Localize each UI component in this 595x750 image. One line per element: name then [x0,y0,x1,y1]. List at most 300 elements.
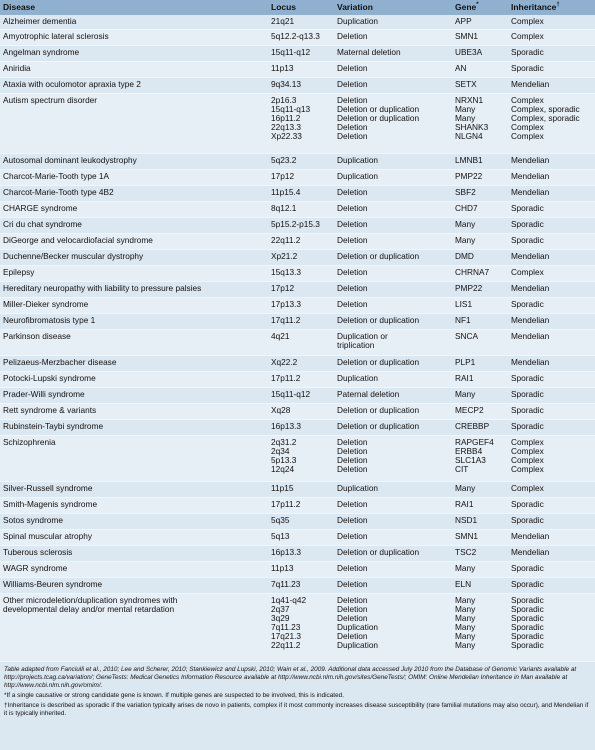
locus-line: 2q31.2 [271,436,297,447]
cell-locus [268,185,334,201]
disease-line: Aniridia [3,62,31,73]
locus-line: 9q34.13 [271,78,301,89]
disease-line: Rett syndrome & variants [3,404,97,415]
disease-line: Epilepsy [3,266,35,277]
variation-line: Deletion [337,62,368,73]
variation-line: Maternal deletion [337,46,401,57]
gene-line: Many [455,562,476,573]
locus-line: 7q11.23 [271,622,301,633]
table-row [0,593,595,661]
locus-line: Xq28 [271,404,291,415]
inheritance-line: Mendelian [511,314,550,325]
variation-line: Deletion [337,578,368,589]
variation-line: Deletion [337,234,368,245]
locus-line: 21q21 [271,16,295,26]
cell-disease [0,529,268,545]
variation-line: Deletion or duplication [337,250,420,261]
cell-inheritance [508,93,595,153]
cell-gene [452,45,508,61]
cell-inheritance [508,169,595,185]
variation-line: Deletion or duplication [337,112,420,123]
gene-line: NRXN1 [455,94,484,105]
variation-line: Duplication [337,170,379,181]
table-row [0,185,595,201]
inheritance-line: Sporadic [511,234,544,245]
inheritance-line: Sporadic [511,420,544,431]
table-row [0,29,595,45]
cell-inheritance [508,153,595,169]
locus-line: 17p11.2 [271,372,301,383]
cell-locus [268,153,334,169]
cell-gene [452,313,508,329]
locus-line: Xp22.33 [271,131,302,142]
cell-locus [268,77,334,93]
cell-inheritance [508,513,595,529]
cell-disease [0,265,268,281]
footnote-gene: *If a single causative or strong candidate gene is known. If multiple genes are suspected to be involved, this is indicated. [4,691,344,699]
cell-variation [334,403,452,419]
table-row [0,201,595,217]
disease-line: Sotos syndrome [3,514,63,525]
cell-gene [452,545,508,561]
variation-line: Duplication [337,372,379,383]
disease-line: Rubinstein-Taybi syndrome [3,420,104,431]
cell-disease [0,577,268,593]
cell-variation [334,593,452,661]
locus-line: 17p12 [271,282,295,293]
inheritance-line: Mendelian [511,154,550,165]
inheritance-line: Sporadic [511,202,544,213]
cell-locus [268,387,334,403]
cell-gene [452,281,508,297]
variation-line: Deletion [337,218,368,229]
cell-inheritance [508,561,595,577]
cell-inheritance [508,545,595,561]
locus-line: 2p16.3 [271,94,297,105]
cell-gene [452,329,508,355]
inheritance-line: Sporadic [511,594,544,605]
variation-line: Deletion or duplication [337,546,420,557]
table-row [0,281,595,297]
cell-variation [334,169,452,185]
cell-variation [334,387,452,403]
table-row [0,387,595,403]
cell-gene [452,403,508,419]
table-row [0,15,595,29]
inheritance-line: Sporadic [511,218,544,229]
inheritance-line: Complex [511,16,544,26]
cell-locus [268,481,334,497]
gene-line: PLP1 [455,356,476,367]
inheritance-line: Complex [511,266,544,277]
header-gene [452,0,508,15]
cell-inheritance [508,329,595,355]
cell-inheritance [508,249,595,265]
gene-line: SMN1 [455,30,479,41]
header-gene-mark: * [476,2,479,9]
inheritance-line: Sporadic [511,640,544,651]
locus-line: 15q11-q13 [271,103,311,114]
cell-locus [268,93,334,153]
variation-line: Deletion or duplication [337,356,420,367]
inheritance-line: Mendelian [511,282,550,293]
locus-line: 15q11-q12 [271,46,311,57]
cell-disease [0,169,268,185]
inheritance-line: Complex [511,464,544,475]
cell-disease [0,561,268,577]
cell-locus [268,593,334,661]
locus-line: 3q29 [271,612,290,623]
cell-inheritance [508,61,595,77]
inheritance-line: Mendelian [511,170,550,181]
variation-line: Deletion [337,631,368,642]
variation-line: Duplication [337,622,379,633]
cell-gene [452,233,508,249]
inheritance-line: Mendelian [511,330,550,341]
gene-line: DMD [455,250,474,261]
disease-line: Neurofibromatosis type 1 [3,314,96,325]
variation-line: Deletion [337,594,368,605]
cell-locus [268,45,334,61]
cell-locus [268,435,334,481]
table-footnotes [0,662,595,719]
variation-line: Deletion [337,464,368,475]
locus-line: Xp21.2 [271,250,298,261]
cell-variation [334,371,452,387]
cell-inheritance [508,45,595,61]
cell-inheritance [508,29,595,45]
variation-line: Deletion [337,436,368,447]
inheritance-line: Sporadic [511,578,544,589]
variation-line: Duplication [337,640,379,651]
cell-gene [452,387,508,403]
disease-line: Spinal muscular atrophy [3,530,93,541]
gene-line: SETX [455,78,477,89]
cell-disease [0,371,268,387]
cell-inheritance [508,201,595,217]
cell-inheritance [508,281,595,297]
gene-line: NSD1 [455,514,478,525]
inheritance-line: Mendelian [511,78,550,89]
inheritance-line: Sporadic [511,562,544,573]
cell-variation [334,233,452,249]
cell-variation [334,201,452,217]
cell-variation [334,497,452,513]
disease-line: Pelizaeus-Merzbacher disease [3,356,117,367]
table-row [0,435,595,481]
cell-inheritance [508,481,595,497]
cell-disease [0,77,268,93]
cell-inheritance [508,297,595,313]
footnote-source [4,666,591,690]
cell-gene [452,29,508,45]
gene-line: SHANK3 [455,122,489,133]
gene-line: RAPGEF4 [455,436,494,447]
cell-inheritance [508,217,595,233]
locus-line: 5q12.2-q13.3 [271,30,320,41]
cell-locus [268,371,334,387]
disease-line: Ataxia with oculomotor apraxia type 2 [3,78,141,89]
cell-gene [452,355,508,371]
variation-line: Deletion [337,282,368,293]
cell-gene [452,371,508,387]
disease-line: Charcot-Marie-Tooth type 1A [3,170,110,181]
gene-line: Many [455,594,476,605]
cell-variation [334,545,452,561]
locus-line: 11p15.4 [271,186,301,197]
variation-line: Deletion or duplication [337,420,420,431]
cell-locus [268,419,334,435]
table-row [0,497,595,513]
locus-line: 5q13 [271,530,290,541]
table-row [0,419,595,435]
locus-line: 1q41-q42 [271,594,307,605]
cell-gene [452,153,508,169]
cell-locus [268,577,334,593]
cell-disease [0,15,268,29]
cell-disease [0,419,268,435]
gene-line: Many [455,622,476,633]
cell-locus [268,281,334,297]
cell-inheritance [508,403,595,419]
cell-inheritance [508,313,595,329]
disease-line: Parkinson disease [3,330,71,341]
cell-variation [334,249,452,265]
gene-line: Many [455,603,476,614]
cell-locus [268,61,334,77]
disease-line: Potocki-Lupski syndrome [3,372,96,383]
table-row [0,233,595,249]
cell-locus [268,297,334,313]
cell-inheritance [508,577,595,593]
table-row [0,45,595,61]
inheritance-line: Sporadic [511,404,544,415]
locus-line: 15q11-q12 [271,388,311,399]
cell-disease [0,593,268,661]
locus-line: 5q23.2 [271,154,297,165]
cell-gene [452,497,508,513]
cell-variation [334,281,452,297]
cell-locus [268,355,334,371]
locus-line: 7q11.23 [271,578,301,589]
cell-gene [452,513,508,529]
table-row [0,265,595,281]
gene-line: Many [455,234,476,245]
locus-line: 5q35 [271,514,290,525]
disease-line: Other microdeletion/duplication syndromes with [3,594,178,605]
cell-variation [334,329,452,355]
variation-line: Deletion [337,78,368,89]
cell-variation [334,419,452,435]
cell-disease [0,153,268,169]
gene-line: UBE3A [455,46,483,57]
locus-line: 2q37 [271,603,290,614]
table-row [0,153,595,169]
header-inheritance-label: Inheritance [511,2,557,12]
cell-inheritance [508,497,595,513]
footnote-source-text: Table adapted from Fanciulli et al., 2010; Lee and Scherer, 2010; Stankiewicz and Lupski, 2010; Wain et al., 2009. Additional data accessed July 2010 from the Database of Genomic Variants available at http://projects.tcag.ca/variation/; GeneTests: Medical Genetics Information Resource available at http://www.ncbi.nlm.nih.gov/sites/GeneTests/; OMIM: Online Mendelian Inheritance in Man available at http://www.ncbi.nlm.nih.gov/omim/. [4,665,577,689]
cell-gene [452,577,508,593]
table-row [0,297,595,313]
variation-line: Deletion [337,454,368,465]
variation-line: Deletion [337,603,368,614]
cell-variation [334,15,452,29]
locus-line: 15q13.3 [271,266,301,277]
locus-line: 11p15 [271,482,294,493]
cell-variation [334,93,452,153]
variation-line: Duplication or [337,330,388,341]
table-row [0,249,595,265]
cell-disease [0,313,268,329]
cell-disease [0,185,268,201]
cell-disease [0,61,268,77]
gene-line: LMNB1 [455,154,483,165]
cell-inheritance [508,435,595,481]
inheritance-line: Complex [511,445,544,456]
cell-gene [452,593,508,661]
disease-line: Angelman syndrome [3,46,80,57]
disease-line: Autosomal dominant leukodystrophy [3,154,137,165]
disease-line: Alzheimer dementia [3,16,77,26]
variation-line: Paternal deletion [337,388,400,399]
variation-line: Deletion [337,131,368,142]
gene-line: SMN1 [455,530,479,541]
gene-line: Many [455,640,476,651]
cell-inheritance [508,529,595,545]
inheritance-line: Mendelian [511,546,550,557]
cell-gene [452,419,508,435]
gene-line: APP [455,16,472,26]
variation-line: Deletion [337,445,368,456]
cell-locus [268,249,334,265]
cell-disease [0,497,268,513]
locus-line: 17p11.2 [271,498,301,509]
variation-line: Deletion [337,298,368,309]
gene-line: PMP22 [455,282,483,293]
locus-line: 16p13.3 [271,546,301,557]
cell-variation [334,77,452,93]
variation-line: Deletion [337,122,368,133]
cell-disease [0,249,268,265]
disease-line: CHARGE syndrome [3,202,78,213]
cell-variation [334,529,452,545]
variation-line: Duplication [337,154,379,165]
cell-disease [0,281,268,297]
gene-line: ERBB4 [455,445,483,456]
cell-inheritance [508,77,595,93]
disease-line: WAGR syndrome [3,562,68,573]
locus-line: 16p11.2 [271,112,301,123]
table-row [0,513,595,529]
cell-gene [452,265,508,281]
table-row [0,61,595,77]
table-row [0,329,595,355]
inheritance-line: Sporadic [511,298,544,309]
variation-line: Deletion [337,562,368,573]
gene-line: RAI1 [455,498,474,509]
table-row [0,529,595,545]
cell-variation [334,577,452,593]
cell-variation [334,29,452,45]
table-row [0,403,595,419]
inheritance-line: Sporadic [511,603,544,614]
locus-line: 2q34 [271,445,290,456]
table-row [0,481,595,497]
cell-locus [268,545,334,561]
locus-line: 5p15.2-p15.3 [271,218,320,229]
cell-variation [334,435,452,481]
table-row [0,577,595,593]
cell-locus [268,329,334,355]
inheritance-line: Complex, sporadic [511,112,580,123]
table-row [0,371,595,387]
inheritance-line: Complex [511,131,544,142]
inheritance-line: Complex, sporadic [511,103,580,114]
inheritance-line: Complex [511,30,544,41]
inheritance-line: Complex [511,482,544,493]
inheritance-line: Sporadic [511,498,544,509]
disease-line: Smith-Magenis syndrome [3,498,98,509]
variation-line: Deletion or duplication [337,314,420,325]
cell-gene [452,529,508,545]
cell-disease [0,387,268,403]
gene-line: PMP22 [455,170,483,181]
header-inheritance-mark: † [556,2,560,9]
variation-line: Deletion or duplication [337,103,420,114]
disease-line: Hereditary neuropathy with liability to pressure palsies [3,282,202,293]
cell-gene [452,201,508,217]
inheritance-line: Complex [511,454,544,465]
locus-line: 17p12 [271,170,295,181]
inheritance-line: Sporadic [511,622,544,633]
gene-line: CREBBP [455,420,490,431]
gene-line: SNCA [455,330,479,341]
disease-line: Williams-Beuren syndrome [3,578,103,589]
table-row [0,93,595,153]
gene-line: NLGN4 [455,131,483,142]
inheritance-line: Complex [511,122,544,133]
footnote-inheritance: †Inheritance is described as sporadic if the variation typically arises de novo in patients, complex if it most commonly increases disease susceptibility (rare familial mutations may also occur), and Mendelian if it is typically inherited. [4,701,589,717]
table-body [0,15,595,661]
cell-gene [452,169,508,185]
cell-variation [334,513,452,529]
gene-line: AN [455,62,467,73]
gene-line: CIT [455,464,469,475]
gene-line: SBF2 [455,186,476,197]
cell-disease [0,545,268,561]
cell-locus [268,561,334,577]
cell-locus [268,217,334,233]
cell-locus [268,265,334,281]
cell-locus [268,403,334,419]
variation-line: Deletion [337,94,368,105]
variation-line: Deletion [337,612,368,623]
cell-inheritance [508,233,595,249]
variation-line: Deletion [337,186,368,197]
disease-line: Autism spectrum disorder [3,94,98,105]
inheritance-line: Mendelian [511,250,550,261]
cell-disease [0,297,268,313]
header-variation: Variation [334,0,452,15]
gene-line: CHD7 [455,202,478,213]
inheritance-line: Mendelian [511,356,550,367]
gene-line: SLC1A3 [455,454,486,465]
disease-line: Tuberous sclerosis [3,546,73,557]
cell-gene [452,297,508,313]
cell-disease [0,513,268,529]
cell-disease [0,201,268,217]
cell-gene [452,185,508,201]
